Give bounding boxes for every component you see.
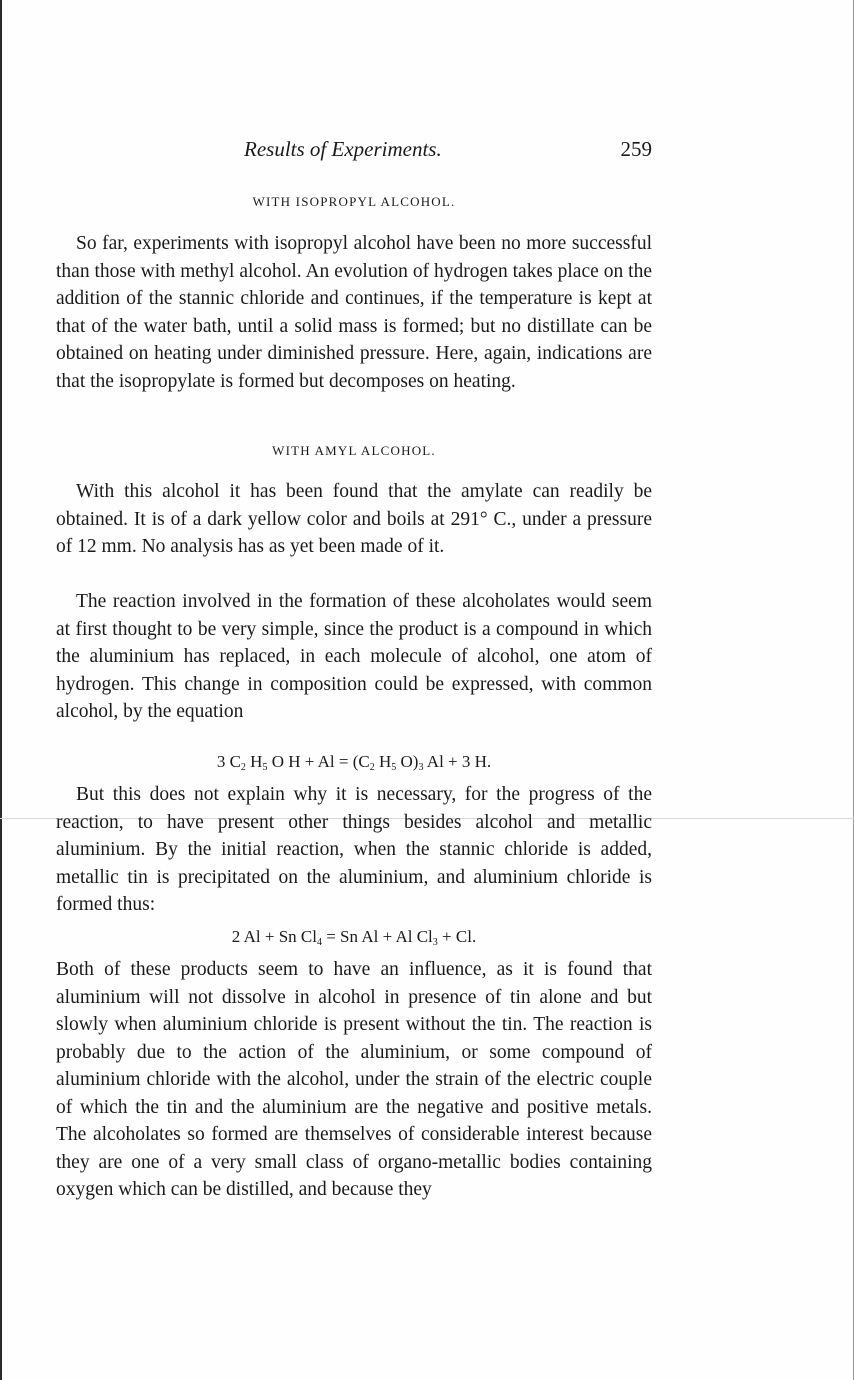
heading-isopropyl: WITH ISOPROPYL ALCOHOL. (252, 194, 456, 209)
paragraph-isopropyl (56, 230, 652, 395)
paragraph-amyl-4 (56, 956, 652, 1204)
paragraph-amyl-2 (56, 588, 652, 726)
eq-part: 3 C (216, 752, 241, 771)
heading-amyl: WITH AMYL ALCOHOL. (272, 443, 436, 458)
eq-part: + Cl. (437, 927, 477, 946)
page-number: 259 (620, 137, 652, 161)
paragraph-amyl-1 (56, 478, 652, 561)
eq-subscript: 3 (432, 937, 438, 948)
eq-part: = Sn Al + Al Cl (321, 927, 433, 946)
paragraph-text: So far, experiments with isopropyl alcohol have been no more successful than those with methyl alcohol. An evolution of hydrogen takes place on the addition of the stannic chloride and continues, if the temperature is kept at that of the water bath, until a solid mass is formed; but no distillate can be obtained on heating under diminished pressure. Here, again, indications are that the isopropylate is formed but decomposes on heating. (56, 233, 652, 392)
eq-part: H (374, 752, 392, 771)
running-title: Results of Experiments. (244, 137, 442, 161)
eq-part: 2 Al + Sn Cl (231, 927, 317, 946)
eq-part: Al + 3 H. (423, 752, 492, 771)
eq-subscript: 4 (316, 937, 322, 948)
paragraph-text: The reaction involved in the formation of these alcoholates would seem at first thought to be very simple, since the product is a compound in which the aluminium has replaced, in each molecule of alcohol, one atom of hydrogen. This change in composition could be expressed, with common alcohol, by the equation (56, 591, 652, 722)
eq-part: H (245, 752, 263, 771)
eq-subscript: 3 (418, 762, 424, 773)
paragraph-text: Both of these products seem to have an influence, as it is found that aluminium will not dissolve in alcohol in presence of tin alone and but slowly when aluminium chloride is present without the tin. The reaction is probably due to the action of the aluminium, or some compound of aluminium chloride with the alcohol, under the strain of the electric couple of which the tin and the aluminium are the negative and positive metals. The alcoholates so formed are themselves of considerable interest because they are one of a very small class of organo-metallic bodies containing oxygen which can be distilled, and because they (56, 959, 652, 1200)
eq-subscript: 2 (369, 762, 375, 773)
eq-subscript: 5 (391, 762, 397, 773)
running-header (56, 137, 656, 167)
eq-subscript: 2 (240, 762, 246, 773)
eq-part: O H + Al = (C (267, 752, 370, 771)
page-left-edge (0, 0, 2, 1380)
equation-alcoholate (56, 752, 652, 773)
eq-part: O) (396, 752, 419, 771)
paragraph-text: With this alcohol it has been found that the amylate can readily be obtained. It is of a dark yellow color and boils at 291° C., under a pressure of 12 mm. No analysis has as yet been made of it. (56, 481, 652, 557)
eq-subscript: 5 (262, 762, 268, 773)
paragraph-amyl-3 (56, 781, 652, 919)
equation-stannic (56, 927, 652, 948)
paragraph-text: But this does not explain why it is necessary, for the progress of the reaction, to have present other things besides alcohol and metallic aluminium. By the initial reaction, when the stannic chloride is added, metallic tin is precipitated on the aluminium, and aluminium chloride is formed thus: (56, 784, 652, 915)
